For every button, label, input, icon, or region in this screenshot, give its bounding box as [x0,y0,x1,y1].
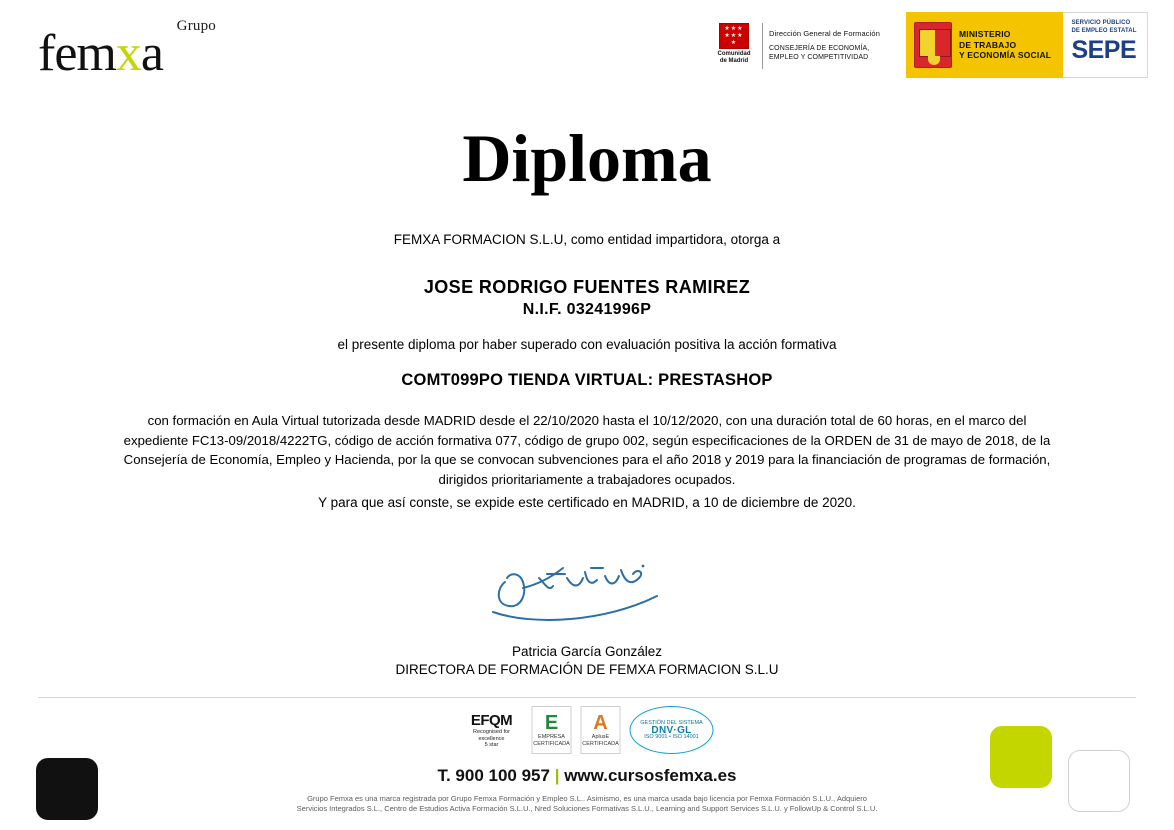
legal-line-1: Grupo Femxa es una marca registrada por Grupo Femxa Formación y Empleo S.L.. Asimismo, es una marca usada bajo licencia por Femxa Formación S.L.U., Adquiero [307,794,867,803]
madrid-text-block [769,29,880,63]
madrid-shield-label: Comunidad de Madrid [717,51,751,64]
student-nif: N.I.F. 03241996P [522,301,652,318]
dnv-top-text: GESTIÓN DEL SISTEMA [640,719,703,726]
student-name: JOSE RODRIGO FUENTES RAMIREZ [423,277,751,297]
sepe-line-2: DE EMPLEO ESTATAL [1071,27,1137,34]
contact-separator: | [554,766,560,785]
ministerio-line-1: MINISTERIO [959,29,1011,40]
efqm-wordmark: EFQM [470,712,513,729]
signer-role: DIRECTORA DE FORMACIÓN DE FEMXA FORMACION S.L.U [395,662,779,677]
madrid-line-2: CONSEJERÍA DE ECONOMÍA, [769,44,870,52]
femxa-wordmark [38,25,163,82]
apluse-certificada-logo [581,706,621,754]
decorative-square-outline [1068,750,1130,812]
madrid-line-3: EMPLEO Y COMPETITIVIDAD [769,54,869,62]
femxa-word-post: a [140,25,163,82]
course-name: COMT099PO TIENDA VIRTUAL: PRESTASHOP [401,371,773,389]
dnv-wordmark: DNV·GL [651,724,692,736]
femxa-word-pre: fem [38,25,116,82]
empresa-certificada-logo [532,706,572,754]
madrid-divider [762,23,763,69]
comunidad-de-madrid-logo [712,20,882,72]
efqm-line-2: 5 star [484,742,499,748]
ministerio-line-2: DE TRABAJO [959,39,1017,50]
madrid-flag-icon [719,23,749,49]
phone-number[interactable]: T. 900 100 957 [437,766,550,785]
cert-a-line-2: CERTIFICADA [582,740,619,747]
issue-line: Y para que así conste, se expide este certificado en MADRID, a 10 de diciembre de 2020. [318,495,856,510]
sepe-acronym: SEPE [1071,36,1137,64]
madrid-shield-icon [712,23,756,69]
cert-e-line-2: CERTIFICADA [533,740,570,747]
cert-e-line-1: EMPRESA [538,734,565,740]
ministerio-text [959,29,1051,61]
madrid-stars: ★★★ ★★★ ★ [724,26,744,46]
ministerio-block [906,12,1063,78]
signature-image [487,548,687,628]
efqm-logo [461,710,523,750]
document-header [0,0,1174,92]
page-title: Diploma [462,120,712,196]
ministerio-sepe-logo [906,12,1148,78]
cert-a-mark: A [593,712,608,734]
contact-line [38,766,1136,786]
decorative-square-black [36,758,98,820]
femxa-grupo-label: Grupo [176,18,216,34]
madrid-line-1: Dirección General de Formación [769,29,880,39]
certification-logos [461,706,714,754]
legal-notice [237,794,937,814]
document-footer [38,697,1136,822]
femxa-word-x: x [115,25,141,82]
sepe-block [1063,12,1148,78]
decorative-square-lime [990,726,1052,788]
spain-coat-of-arms-icon [914,22,952,68]
signer-name: Patricia García González [511,644,663,659]
entity-line: FEMXA FORMACION S.L.U, como entidad impartidora, otorga a [393,232,781,247]
website-link[interactable]: www.cursosfemxa.es [564,766,737,785]
ministerio-line-3: Y ECONOMÍA SOCIAL [959,50,1052,61]
cert-e-mark: E [544,712,559,734]
dnv-bottom-text: ISO 9001 • ISO 14001 [644,733,699,740]
efqm-line-1: Recognised for excellence [473,729,510,742]
sepe-line-1: SERVICIO PÚBLICO [1071,20,1131,26]
approval-line: el presente diploma por haber superado con evaluación positiva la acción formativa [337,337,837,352]
cert-a-line-1: AplusE [591,734,610,740]
dnv-gl-logo [630,706,714,754]
grupo-femxa-logo [38,18,218,80]
course-details-paragraph: con formación en Aula Virtual tutorizada desde MADRID desde el 22/10/2020 hasta el 10/12/2020, con una duración total de 60 horas, en el marco del expediente FC13-09/2018/4222TG, código de acción formativa 077, código de grupo 002, según especificaciones de la ORDEN de 31 de mayo de 2018, de la Consejería de Economía, Empleo y Hacienda, por la que se convocan subvenciones para el año 2018 y 2019 para la financiación de programas de formación, dirigidos prioritariamente a trabajadores ocupados. [123,413,1051,487]
legal-line-2: Servicios Integrados S.L., Centro de Estudios Activa Formación S.L.U., Nred Soluciones Formativas S.L.U., Learning and Support Services S.L.U. y FollowUp & Control S.L.U. [296,804,878,813]
